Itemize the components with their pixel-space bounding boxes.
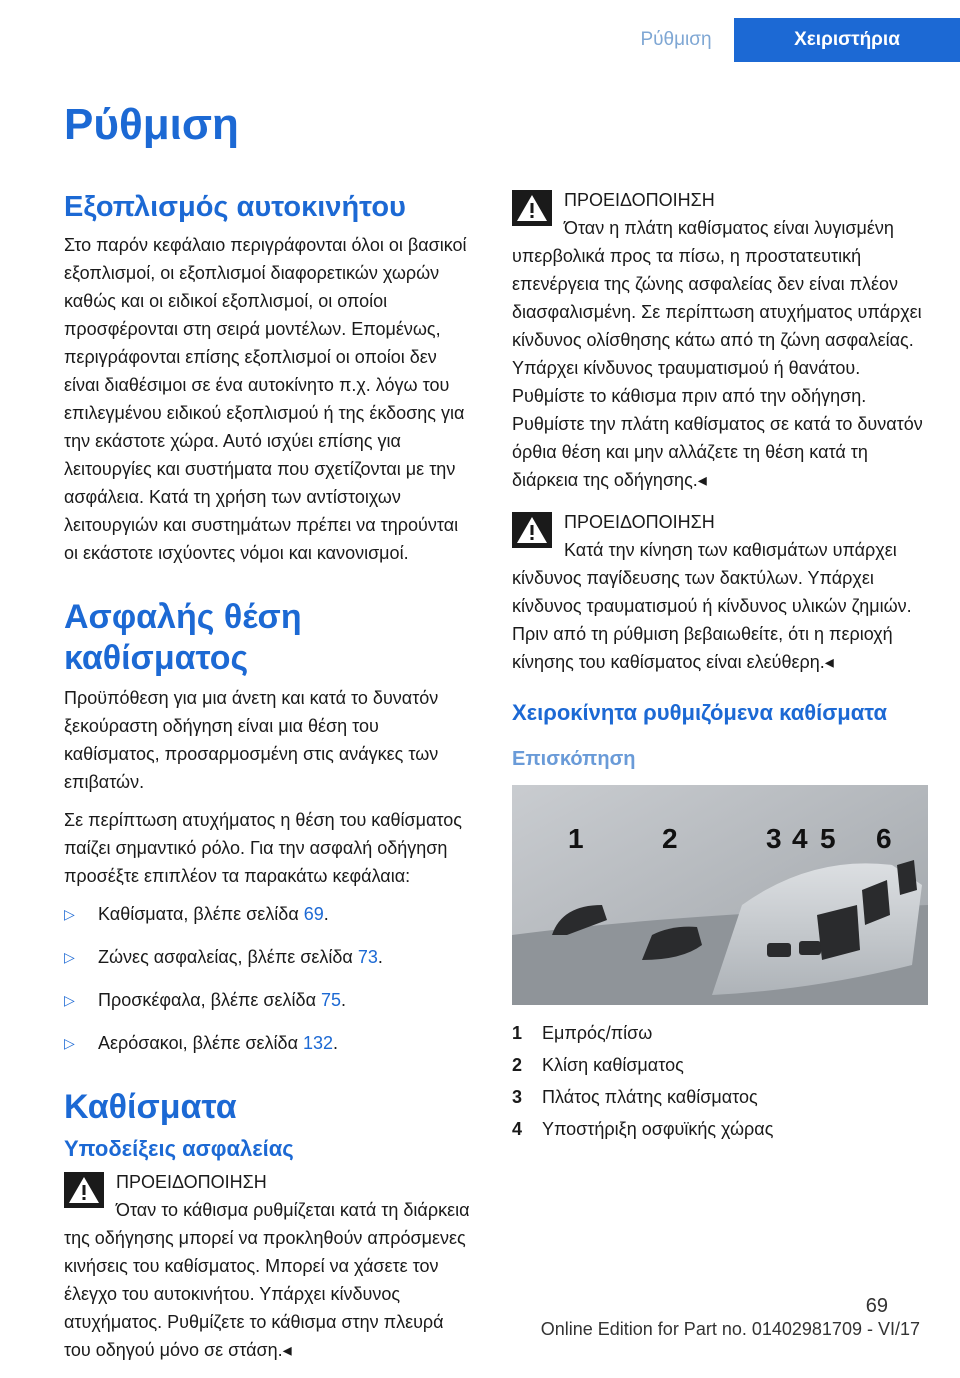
page-number: 69: [865, 1295, 888, 1317]
reference-list: [64, 900, 474, 1057]
triangle-bullet-icon: ▷: [64, 1035, 75, 1052]
manual-seats-heading: Χειροκίνητα ρυθμιζόμενα καθίσματα: [512, 700, 887, 725]
list-item-text: Καθίσματα, βλέπε σελίδα: [98, 904, 304, 925]
page-link[interactable]: 75: [320, 990, 342, 1011]
legend-row: [512, 1051, 928, 1079]
warning-3-title: ΠΡΟΕΙΔΟΠΟΙΗΣΗ: [564, 512, 715, 532]
callout-label: 4: [792, 823, 808, 854]
legend-text: Εμπρός/πίσω: [542, 1023, 653, 1043]
list-item: [64, 1029, 474, 1057]
edition-text: Online Edition for Part no. 01402981709 - VI/17: [540, 1319, 920, 1339]
legend-row: [512, 1019, 928, 1047]
list-item: [64, 900, 474, 928]
warning-3-text: Κατά την κίνηση των καθισμάτων υπάρχει κίνδυνος παγίδευσης των δακτύλων. Υπάρχει κίνδυνος τραυματισμού ή κίνδυνος υλικών ζημιών. Πριν από τη ρύθμιση βεβαιωθείτε, ότι η περιοχή κίνησης του καθίσματος είναι ελεύθερη.◂: [512, 540, 912, 672]
page-link[interactable]: 132: [302, 1033, 334, 1054]
list-item-end: .: [333, 1033, 339, 1054]
warning-icon: [64, 1172, 104, 1208]
legend-text: Πλάτος πλάτης καθίσματος: [542, 1087, 758, 1107]
callout-label: 1: [568, 823, 584, 854]
list-item-end: .: [341, 990, 347, 1011]
seats-heading: Καθίσματα: [64, 1088, 237, 1127]
triangle-bullet-icon: ▷: [64, 992, 75, 1009]
page-title: Ρύθμιση: [64, 100, 239, 149]
figure-legend: [512, 1019, 928, 1143]
page-link[interactable]: 69: [303, 904, 324, 925]
triangle-bullet-icon: ▷: [64, 906, 75, 923]
list-item-end: .: [377, 947, 383, 968]
legend-number: 4: [512, 1119, 523, 1139]
callout-label: 6: [876, 823, 892, 854]
callout-label: 2: [662, 823, 678, 854]
warning-1-text: Όταν το κάθισμα ρυθμίζεται κατά τη διάρκεια της οδήγησης μπορεί να προκληθούν απρόσμενες κινήσεις του καθίσματος. Μπορεί να χάσετε τον έλεγχο του αυτοκινήτου. Υπάρχει κίνδυνος ατυχήματος. Ρυθμίζετε το κάθισμα στην πλευρά του οδηγού μόνο σε στάση.◂: [64, 1200, 470, 1361]
callout-label: 5: [820, 823, 836, 854]
legend-number: 2: [512, 1055, 523, 1075]
list-item-end: .: [323, 904, 329, 925]
seat-controls-figure: [512, 785, 928, 1005]
list-item: [64, 986, 474, 1014]
list-item-text: Προσκέφαλα, βλέπε σελίδα: [98, 990, 321, 1011]
triangle-bullet-icon: ▷: [64, 949, 75, 966]
list-item-text: Ζώνες ασφαλείας, βλέπε σελίδα: [98, 947, 358, 968]
warning-1-title: ΠΡΟΕΙΔΟΠΟΙΗΣΗ: [116, 1172, 267, 1193]
safe-position-p1: Προϋπόθεση για μια άνετη και κατά το δυνατόν ξεκούραστη οδήγηση είναι μια θέση του καθίσματος, προσαρμοσμένη στις ανάγκες των επιβατών.: [64, 688, 439, 793]
safe-position-heading: Ασφαλής θέση καθίσματος: [64, 597, 302, 677]
safe-position-p2: Σε περίπτωση ατυχήματος η θέση του καθίσματος παίζει σημαντικό ρόλο. Για την ασφαλή οδήγηση προσέξτε επιπλέον τα παρακάτω κεφάλαια:: [64, 810, 462, 887]
warning-icon: [512, 512, 552, 548]
legend-row: [512, 1083, 928, 1111]
tab-setting[interactable]: Ρύθμιση: [618, 18, 734, 62]
list-item: [64, 943, 474, 971]
legend-number: 3: [512, 1087, 523, 1107]
safety-notes-heading: Υποδείξεις ασφαλείας: [64, 1136, 294, 1162]
warning-icon: [512, 190, 552, 226]
warning-2-title: ΠΡΟΕΙΔΟΠΟΙΗΣΗ: [564, 190, 715, 210]
page-link[interactable]: 73: [357, 947, 378, 968]
right-column: [512, 180, 928, 1147]
warning-2-text: Όταν η πλάτη καθίσματος είναι λυγισμένη υπερβολικά προς τα πίσω, η προστατευτική επενέργεια της ζώνης ασφαλείας δεν είναι πλέον διασφαλισμένη. Σε περίπτωση ατυχήματος υπάρχει κίνδυνος ολίσθησης κάτω από τη ζώνη ασφαλείας. Υπάρχει κίνδυνος τραυματισμού ή θανάτου. Ρυθμίστε το κάθισμα πριν από την οδήγηση. Ρυθμίστε την πλάτη καθίσματος σε κατά το δυνατόν όρθια θέση και μην αλλάζετε τη θέση κατά τη διάρκεια της οδήγησης.◂: [512, 218, 923, 490]
equipment-body: Στο παρόν κεφάλαιο περιγράφονται όλοι οι βασικοί εξοπλισμοί, οι εξοπλισμοί διαφορετικών χωρών καθώς και οι ειδικοί εξοπλισμοί, οι οποίοι προσφέρονται στη σειρά μοντέλων. Επομένως, περιγράφονται επίσης εξοπλισμοί οι οποίοι δεν είναι διαθέσιμοι σε ένα αυτοκίνητο π.χ. λόγω του επιλεγμένου ειδικού εξοπλισμού ή της έκδοσης για την εκάστοτε χώρα. Αυτό ισχύει επίσης για λειτουργίες και συστήματα που σχετίζονται με την ασφάλεια. Κατά τη χρήση των αντίστοιχων λειτουργιών και συστημάτων πρέπει να τηρούνται οι εκάστοτε ισχύοντες νόμοι και κανονισμοί.: [64, 234, 467, 563]
page-footer: [0, 1295, 960, 1340]
header-tabs: [618, 18, 960, 62]
warning-3: [512, 508, 928, 676]
legend-number: 1: [512, 1023, 523, 1043]
legend-row: [512, 1115, 928, 1143]
legend-text: Κλίση καθίσματος: [542, 1055, 684, 1075]
equipment-heading: Εξοπλισμός αυτοκινήτου: [64, 191, 406, 223]
overview-heading: Επισκόπηση: [512, 748, 636, 770]
legend-text: Υποστήριξη οσφυϊκής χώρας: [542, 1119, 774, 1139]
list-item-text: Αερόσακοι, βλέπε σελίδα: [98, 1033, 303, 1054]
warning-2: [512, 186, 928, 494]
tab-controls[interactable]: Χειριστήρια: [734, 18, 960, 62]
left-column: [64, 180, 474, 1378]
callout-label: 3: [766, 823, 782, 854]
figure-callouts: [512, 823, 928, 863]
